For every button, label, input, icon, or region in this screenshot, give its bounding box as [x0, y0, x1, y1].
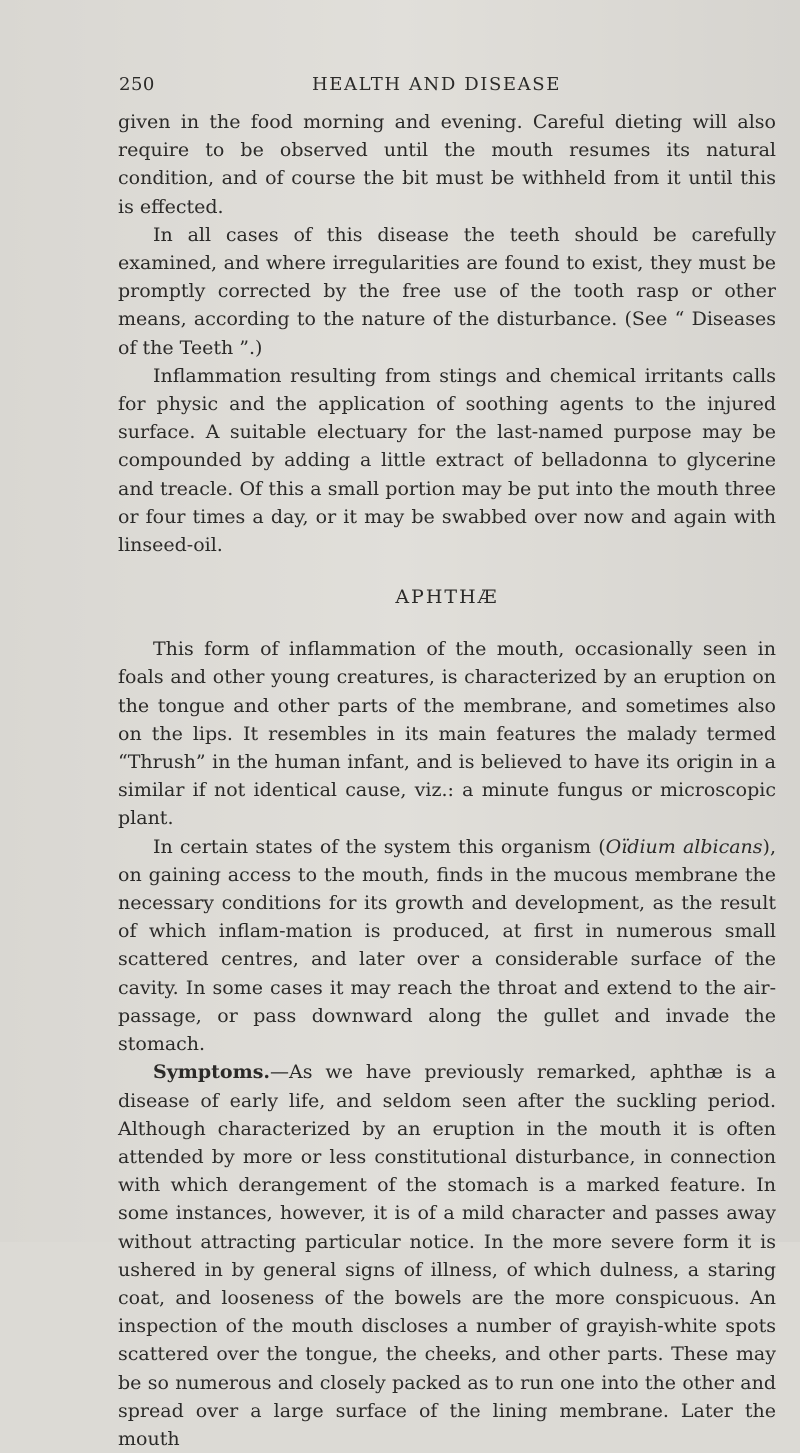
paragraph-teeth-examination: In all cases of this disease the teeth should be carefully examined, and where irregularities are found to exist, they must be promptly corrected by the free use of the tooth rasp or other means, according to the nature of the disturbance. (See “ Diseases of the Teeth ”.) [118, 223, 776, 359]
page-header [119, 74, 679, 100]
paragraph-continued: given in the food morning and evening. Careful dieting will also require to be observed until the mouth resumes its natural condition, and of course the bit must be withheld from it until this is effected. [118, 111, 776, 218]
running-title: HEALTH AND DISEASE [312, 74, 561, 95]
section-heading-aphthae: APHTHÆ [395, 586, 499, 609]
paragraph-oidium [118, 833, 776, 1059]
symptoms-run-in-heading: Symptoms. [153, 1061, 271, 1084]
oidium-text-after: ), on gaining access to the mouth, finds in the mucous membrane the necessary conditions for its growth and development, as the result of which inflam-mation is produced, at first in numerous small scattered centres, and later over a considerable surface of the cavity. In some cases it may reach the throat and extend to the air-passage, or pass downward along the gullet and invade the stomach. [118, 835, 776, 1056]
oidium-species-name: Oïdium albicans [605, 835, 763, 858]
paragraph-inflammation-stings: Inflammation resulting from stings and chemical irritants calls for physic and the application of soothing agents to the injured surface. A suitable electuary for the last-named purpose may be compounded by adding a little extract of belladonna to glycerine and treacle. Of this a small portion may be put into the mouth three or four times a day, or it may be swabbed over now and again with linseed-oil. [118, 364, 776, 557]
oidium-text-before: In certain states of the system this organism ( [153, 835, 606, 858]
paragraph-symptoms [118, 1058, 776, 1453]
page-number: 250 [119, 74, 155, 95]
symptoms-text: —As we have previously remarked, aphthæ is a disease of early life, and seldom seen after the suckling period. Although characterized by an eruption in the mouth it is often attended by more or less constitutional disturbance, in connection with which derangement of the stomach is a marked feature. In some instances, however, it is of a mild character and passes away without attracting particular notice. In the more severe form it is ushered in by general signs of illness, of which dulness, a staring coat, and looseness of the bowels are the more conspicuous. An inspection of the mouth discloses a number of grayish-white spots scattered over the tongue, the cheeks, and other parts. These may be so numerous and closely packed as to run one into the other and spread over a large surface of the lining membrane. Later the mouth [118, 1061, 776, 1450]
paragraph-aphthae-intro: This form of inflammation of the mouth, occasionally seen in foals and other young creatures, is characterized by an eruption on the tongue and other parts of the membrane, and sometimes also on the lips. It resembles in its main features the malady termed “Thrush” in the human infant, and is believed to have its origin in a similar if not identical cause, viz.: a minute fungus or microscopic plant. [118, 638, 776, 830]
page-body [118, 108, 776, 1453]
